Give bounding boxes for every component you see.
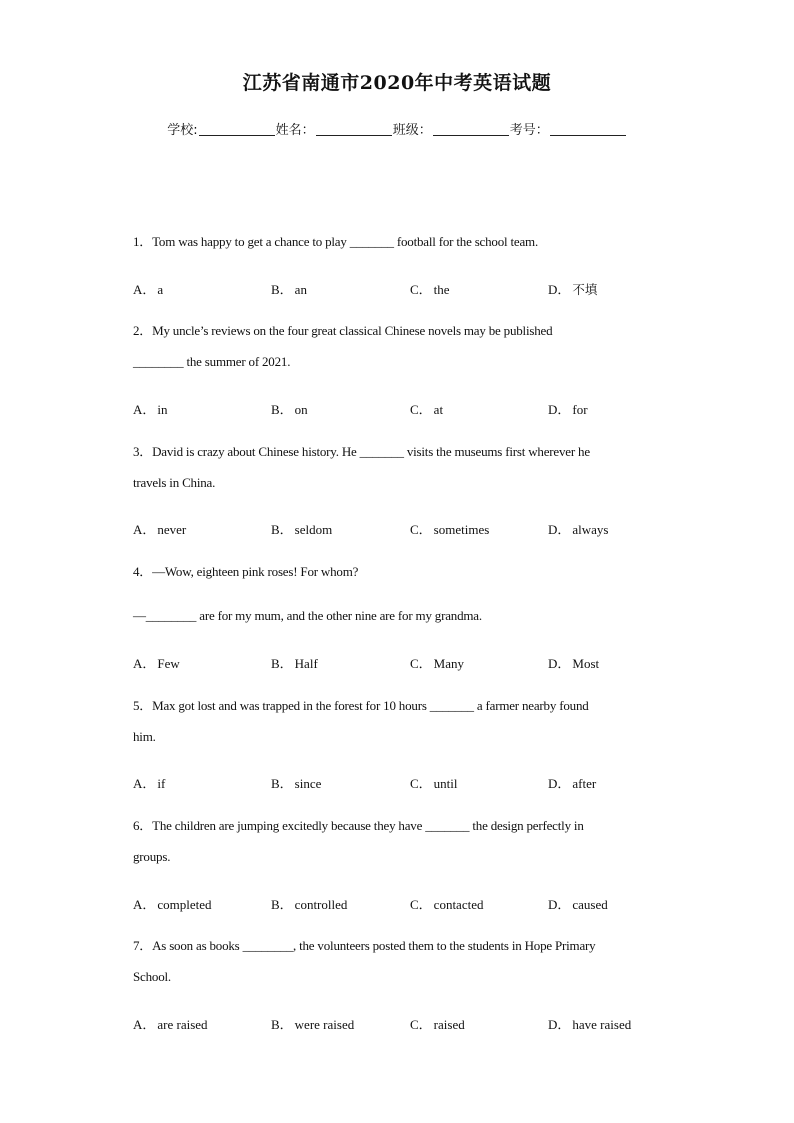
option-letter: D． [548,1017,571,1032]
option-text: always [572,522,609,537]
question-4-options [133,653,663,673]
option-c[interactable] [410,279,450,298]
stem-line: 4．—Wow, eighteen pink roses! For whom? [133,564,359,579]
question-5-options [133,773,663,793]
question-1-stem [133,226,663,257]
stem-line: 2．My uncle’s reviews on the four great classical Chinese novels may be published [133,323,553,338]
option-letter: C． [410,282,432,297]
option-b[interactable] [271,1014,354,1033]
option-c[interactable] [410,1014,465,1033]
number-blank[interactable] [550,122,626,136]
option-letter: D． [548,402,571,417]
question-2-options [133,399,663,419]
option-text: seldom [294,522,333,537]
option-letter: A． [133,897,156,912]
option-letter: D． [548,282,571,297]
option-text: the [433,282,450,297]
option-text: on [294,402,308,417]
option-b[interactable] [271,279,307,298]
question-7-options [133,1014,663,1034]
stem-line: 5．Max got lost and was trapped in the forest for 10 hours _______ a farmer nearby found [133,698,589,713]
option-c[interactable] [410,519,489,538]
stem-line: him. [133,729,156,744]
stem-line: travels in China. [133,475,216,490]
option-letter: B． [271,776,293,791]
option-letter: D． [548,522,571,537]
question-3-options [133,519,663,539]
option-letter: D． [548,656,571,671]
option-letter: D． [548,776,571,791]
class-label: 班级： [392,123,432,138]
option-letter: C． [410,656,432,671]
option-letter: C． [410,402,432,417]
stem-line: 6．The children are jumping excitedly because they have _______ the design perfectly in [133,818,584,833]
option-c[interactable] [410,894,483,913]
option-letter: C． [410,776,432,791]
option-letter: C． [410,897,432,912]
option-d[interactable] [548,773,596,792]
option-c[interactable] [410,653,464,672]
name-blank[interactable] [316,122,392,136]
question-5-stem [133,690,663,752]
option-text: a [157,282,164,297]
option-text: Most [572,656,600,671]
option-c[interactable] [410,399,443,418]
option-text: 不填 [572,282,598,297]
stem-line: 3．David is crazy about Chinese history. He _______ visits the museums first wherever he [133,444,590,459]
question-6-options [133,894,663,914]
option-letter: C． [410,1017,432,1032]
question-7-stem [133,930,663,992]
option-letter: A． [133,282,156,297]
option-text: for [572,402,588,417]
option-letter: B． [271,897,293,912]
option-letter: D． [548,897,571,912]
stem-line: groups. [133,849,171,864]
option-text: never [157,522,187,537]
option-text: an [294,282,307,297]
option-text: in [157,402,168,417]
option-text: at [433,402,444,417]
option-d[interactable] [548,653,599,672]
question-1-options [133,279,663,299]
option-text: Half [294,656,318,671]
option-b[interactable] [271,519,332,538]
stem-line: ________ the summer of 2021. [133,354,291,369]
option-text: have raised [572,1017,632,1032]
option-text: Many [433,656,465,671]
option-text: controlled [294,897,348,912]
option-a[interactable] [133,653,180,672]
name-label: 姓名： [275,123,315,138]
option-letter: A． [133,402,156,417]
question-3-stem [133,436,663,498]
option-a[interactable] [133,894,212,913]
option-letter: A． [133,776,156,791]
option-b[interactable] [271,653,318,672]
stem-line: 7．As soon as books ________, the volunteers posted them to the students in Hope Primary [133,938,596,953]
option-a[interactable] [133,1014,208,1033]
option-text: completed [157,897,212,912]
option-text: raised [433,1017,465,1032]
option-b[interactable] [271,399,308,418]
number-label: 考号： [509,123,549,138]
option-letter: A． [133,1017,156,1032]
option-a[interactable] [133,519,186,538]
stem-line: 1．Tom was happy to get a chance to play _______ football for the school team. [133,234,538,249]
option-d[interactable] [548,519,609,538]
option-text: contacted [433,897,484,912]
school-label: 学校: [167,123,198,138]
question-4-stem [133,556,663,631]
option-text: were raised [294,1017,355,1032]
option-d[interactable] [548,399,588,418]
option-c[interactable] [410,773,458,792]
page-title: 江苏省南通市2020年中考英语试题 [242,72,552,94]
option-letter: B． [271,656,293,671]
option-letter: C． [410,522,432,537]
student-info-line [0,119,794,138]
option-text: Few [157,656,180,671]
stem-line: —________ are for my mum, and the other nine are for my grandma. [133,608,482,623]
option-a[interactable] [133,399,168,418]
option-letter: A． [133,522,156,537]
option-letter: B． [271,1017,293,1032]
option-d[interactable] [548,894,608,913]
option-text: are raised [157,1017,208,1032]
option-b[interactable] [271,894,347,913]
option-letter: B． [271,282,293,297]
option-d[interactable] [548,1014,631,1033]
option-text: until [433,776,458,791]
option-text: if [157,776,166,791]
option-b[interactable] [271,773,321,792]
option-text: since [294,776,322,791]
option-text: after [572,776,597,791]
question-6-stem [133,810,663,872]
question-2-stem [133,315,663,377]
option-letter: B． [271,402,293,417]
stem-line: School. [133,969,171,984]
school-blank[interactable] [199,122,275,136]
option-text: sometimes [433,522,490,537]
class-blank[interactable] [433,122,509,136]
option-letter: B． [271,522,293,537]
option-a[interactable] [133,279,163,298]
option-a[interactable] [133,773,165,792]
option-d[interactable] [548,279,597,298]
option-letter: A． [133,656,156,671]
option-text: caused [572,897,608,912]
